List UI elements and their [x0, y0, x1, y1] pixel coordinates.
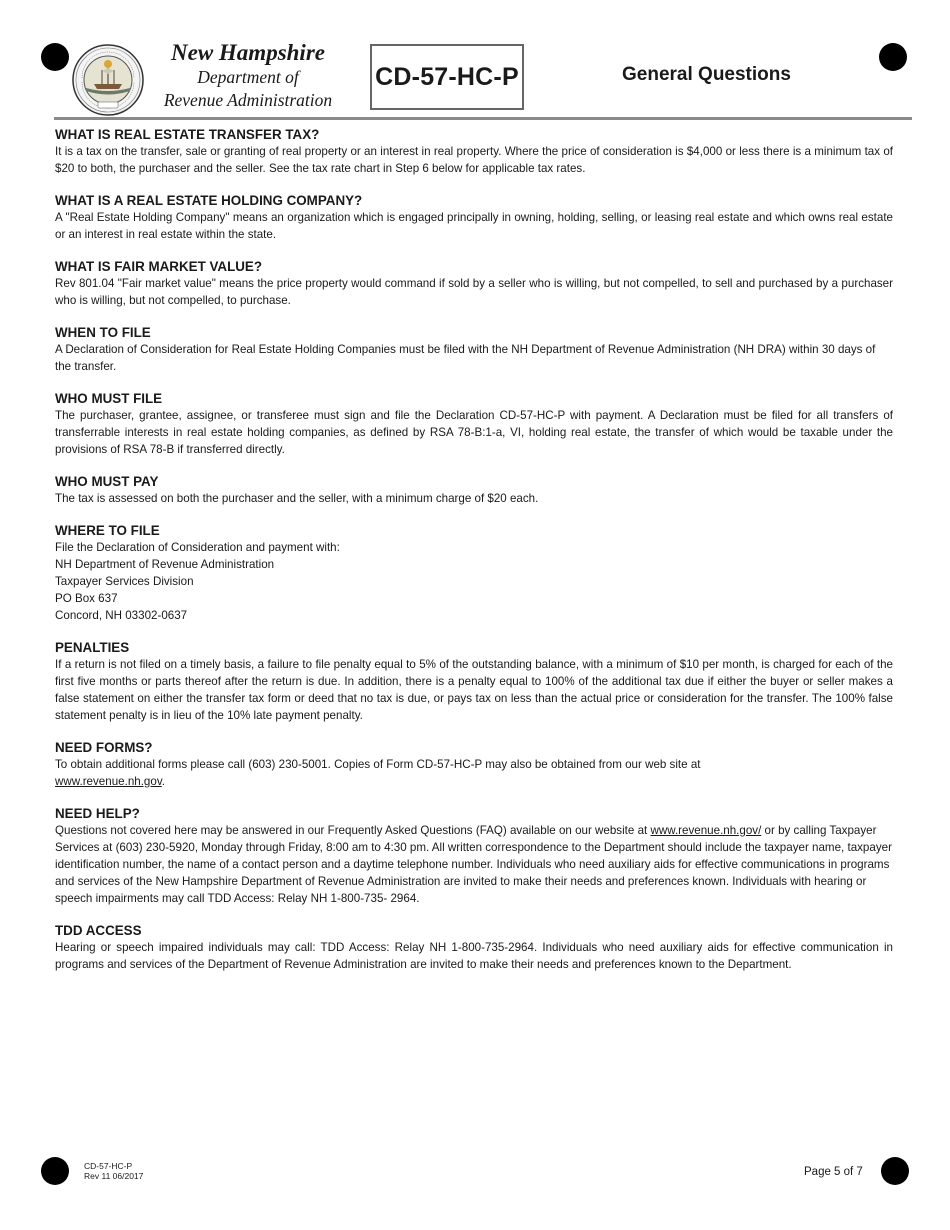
- section-heading: WHAT IS FAIR MARKET VALUE?: [55, 259, 263, 274]
- section-holding-company: [55, 192, 893, 243]
- where-to-file-intro: File the Declaration of Consideration and payment with:: [55, 541, 340, 554]
- revenue-website-link[interactable]: www.revenue.nh.gov/: [650, 824, 762, 837]
- registration-mark-bottom-left: [41, 1157, 69, 1185]
- form-id: CD-57-HC-P: [375, 62, 519, 91]
- section-text: The tax is assessed on both the purchaser and the seller, with a minimum charge of $20 each.: [55, 492, 539, 505]
- registration-mark-bottom-right: [881, 1157, 909, 1185]
- mailing-address-line: NH Department of Revenue Administration: [55, 558, 275, 571]
- revenue-website-link[interactable]: www.revenue.nh.gov: [55, 775, 162, 788]
- section-heading: WHO MUST PAY: [55, 474, 159, 489]
- section-fair-market-value: [55, 258, 893, 309]
- section-heading: NEED HELP?: [55, 806, 140, 821]
- section-text: The purchaser, grantee, assignee, or transferee must sign and file the Declaration CD-57-HC-P with payment. A Declaration must be filed for all transfers of transferrable interests in real estate holding companies, as defined by RSA 78-B:1-a, VI, holding real estate, the transfer of which would be taxable under the provisions of RSA 78-B if transferred directly.: [55, 409, 893, 456]
- section-heading: WHO MUST FILE: [55, 391, 163, 406]
- section-heading: NEED FORMS?: [55, 740, 153, 755]
- footer-form-id: CD-57-HC-P: [84, 1161, 133, 1171]
- section-who-must-pay: [55, 473, 893, 507]
- need-forms-text: To obtain additional forms please call (603) 230-5001. Copies of Form CD-57-HC-P may also be obtained from our web site at: [55, 758, 701, 771]
- page-title: General Questions: [622, 64, 791, 85]
- section-when-to-file: [55, 324, 893, 375]
- instructions-body: [55, 126, 893, 988]
- agency-name-block: [146, 40, 350, 112]
- section-heading: WHEN TO FILE: [55, 325, 151, 340]
- header-divider: [54, 117, 912, 120]
- section-heading: WHERE TO FILE: [55, 523, 160, 538]
- section-text: Rev 801.04 "Fair market value" means the price property would command if sold by a seller who is willing, but not compelled, to sell and purchased by a purchaser who is willing, but not compelled, to purchase.: [55, 277, 893, 307]
- section-text: [55, 822, 893, 907]
- section-text: A Declaration of Consideration for Real Estate Holding Companies must be filed with the NH Department of Revenue Administration (NH DRA) within 30 days of the transfer.: [55, 343, 876, 373]
- section-text: Hearing or speech impaired individuals may call: TDD Access: Relay NH 1-800-735-2964. Individuals who need auxiliary aids for effective communication in programs and services of the Department of Revenue Administration are invited to make their needs and preferences known to the Department.: [55, 941, 893, 971]
- section-text: It is a tax on the transfer, sale or granting of real property or an interest in real property. Where the price of consideration is $4,000 or less there is a minimum tax of $20 to both, the purchaser and the seller. See the tax rate chart in Step 6 below for applicable tax rates.: [55, 145, 893, 175]
- section-heading: WHAT IS REAL ESTATE TRANSFER TAX?: [55, 127, 320, 142]
- section-heading: PENALTIES: [55, 640, 130, 655]
- section-heading: TDD ACCESS: [55, 923, 142, 938]
- registration-mark-top-left: [41, 43, 69, 71]
- section-text: If a return is not filed on a timely basis, a failure to file penalty equal to 5% of the outstanding balance, with a minimum of $10 per month, is charged for each of the first five months or parts thereof after the return is due. In addition, there is a penalty equal to 100% of the additional tax due if either the buyer or seller makes a false statement on either the transfer tax form or deed that no tax is due, or pays tax on less than the actual price or consideration for the transfer. The 100% false statement penalty is in lieu of the 10% late payment penalty.: [55, 658, 893, 722]
- page-number: Page 5 of 7: [804, 1166, 863, 1178]
- agency-line-revenue: Revenue Administration: [163, 90, 333, 110]
- registration-mark-top-right: [879, 43, 907, 71]
- section-need-forms: [55, 739, 893, 790]
- footer-revision: Rev 11 06/2017: [84, 1171, 144, 1181]
- mailing-address-line: Taxpayer Services Division: [55, 575, 194, 588]
- section-transfer-tax: [55, 126, 893, 177]
- form-id-box: [370, 44, 524, 110]
- section-tdd-access: [55, 922, 893, 973]
- section-penalties: [55, 639, 893, 724]
- link-period: .: [161, 775, 166, 788]
- section-text: [55, 756, 893, 790]
- section-text: A "Real Estate Holding Company" means an organization which is engaged principally in owning, holding, selling, or leasing real estate and which owns real estate or an interest in real estate within the state.: [55, 211, 893, 241]
- mailing-address-line: PO Box 637: [55, 592, 118, 605]
- section-need-help: [55, 805, 893, 907]
- section-heading: WHAT IS A REAL ESTATE HOLDING COMPANY?: [55, 193, 363, 208]
- agency-line-department: Department of: [197, 67, 299, 87]
- agency-name: New Hampshire: [171, 40, 325, 65]
- mailing-address-line: Concord, NH 03302-0637: [55, 609, 188, 622]
- need-help-text-before: Questions not covered here may be answered in our Frequently Asked Questions (FAQ) available on our website at: [55, 824, 651, 837]
- section-who-must-file: [55, 390, 893, 458]
- section-where-to-file: [55, 522, 893, 624]
- footer-form-code: [84, 1161, 143, 1181]
- state-seal-logo: [72, 44, 144, 116]
- need-help-text-after: or by calling Taxpayer Services at (603) 230-5920, Monday through Friday, 8:00 am to 4:30 pm. All written correspondence to the Department should include the taxpayer name, taxpayer identification number, the name of a contact person and a daytime telephone number. Individuals who need auxiliary aids for effective communications in programs and services of the New Hampshire Department of Revenue Administration are invited to make their needs and preferences known. Individuals with hearing or speech impairments may call TDD Access: Relay NH 1-800-735- 2964.: [55, 824, 892, 905]
